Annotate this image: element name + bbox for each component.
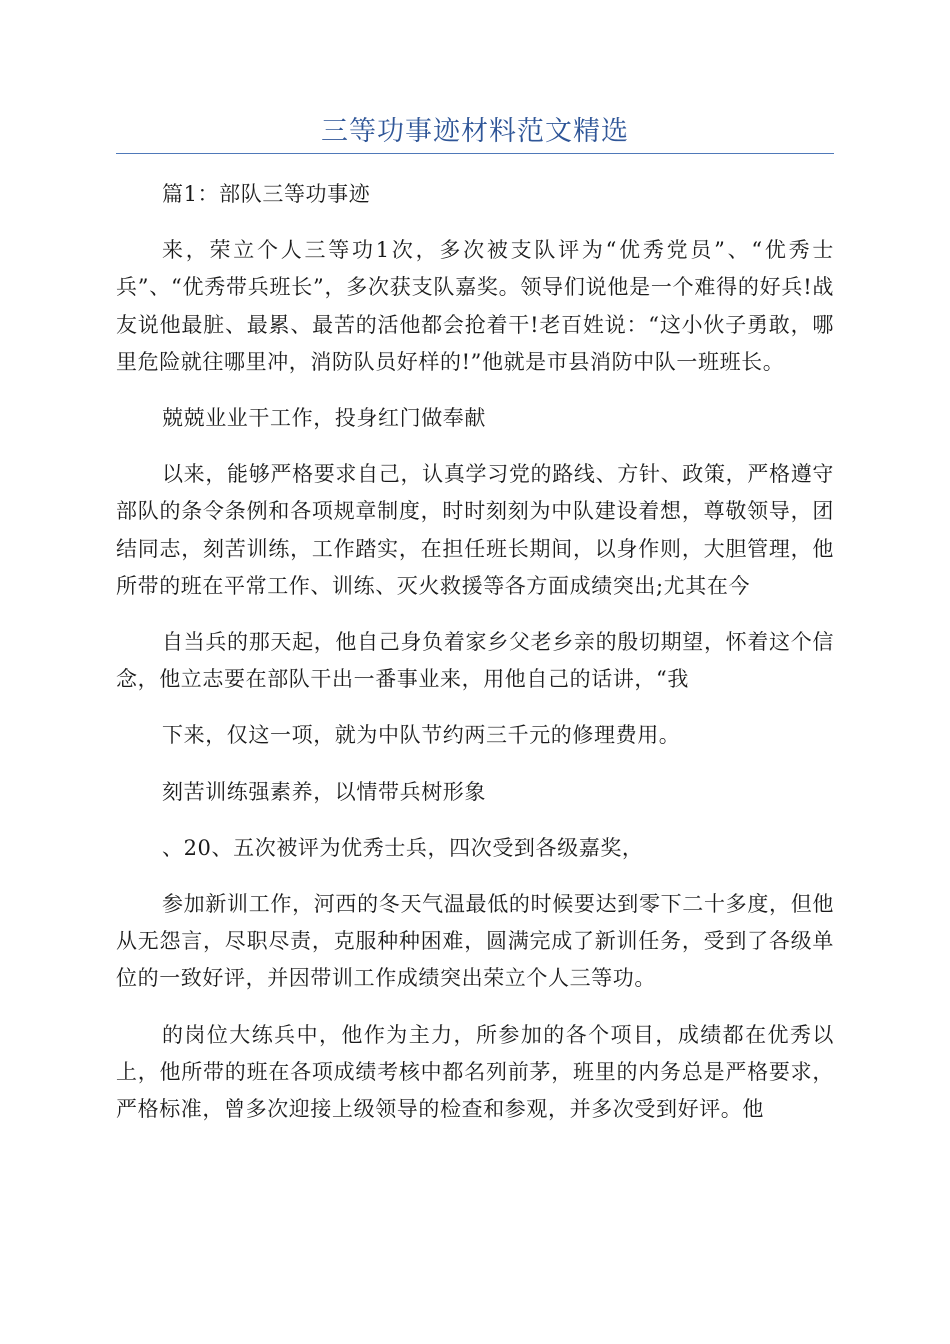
- body-paragraph: 下来，仅这一项，就为中队节约两三千元的修理费用。: [162, 723, 681, 748]
- subsection-heading: 兢兢业业干工作，投身红门做奉献: [162, 406, 486, 431]
- body-paragraph: 自当兵的那天起，他自己身负着家乡父老乡亲的殷切期望，怀着这个信念，他立志要在部队干出一番事业来，用他自己的话讲，“我: [116, 630, 834, 692]
- subsection-heading: 刻苦训练强素养，以情带兵树形象: [162, 779, 486, 804]
- body-paragraph: 、20、五次被评为优秀士兵，四次受到各级嘉奖，: [162, 835, 644, 860]
- body-paragraph: 来，荣立个人三等功1次，多次被支队评为“优秀党员”、“优秀士兵”、“优秀带兵班长”，多次获支队嘉奖。领导们说他是一个难得的好兵!战友说他最脏、最累、最苦的活他都会抢着干!老百姓说：“这小伙子勇敢，哪里危险就往哪里冲，消防队员好样的!”他就是市县消防中队一班班长。: [116, 238, 834, 374]
- document-title: 三等功事迹材料范文精选: [321, 116, 629, 147]
- section-heading: 篇1：部队三等功事迹: [162, 182, 371, 206]
- title-underline: [116, 153, 834, 154]
- body-paragraph: 的岗位大练兵中，他作为主力，所参加的各个项目，成绩都在优秀以上，他所带的班在各项成绩考核中都名列前茅，班里的内务总是严格要求，严格标准，曾多次迎接上级领导的检查和参观，并多次受到好评。他: [116, 1022, 834, 1122]
- body-paragraph: 以来，能够严格要求自己，认真学习党的路线、方针、政策，严格遵守部队的条令条例和各项规章制度，时时刻刻为中队建设着想，尊敬领导，团结同志，刻苦训练，工作踏实，在担任班长期间，以身作则，大胆管理，他所带的班在平常工作、训练、灭火救援等各方面成绩突出;尤其在今: [116, 462, 834, 598]
- document-body: [116, 176, 834, 1147]
- body-paragraph: 参加新训工作，河西的冬天气温最低的时候要达到零下二十多度，但他从无怨言，尽职尽责，克服种种困难，圆满完成了新训任务，受到了各级单位的一致好评，并因带训工作成绩突出荣立个人三等功。: [116, 892, 834, 991]
